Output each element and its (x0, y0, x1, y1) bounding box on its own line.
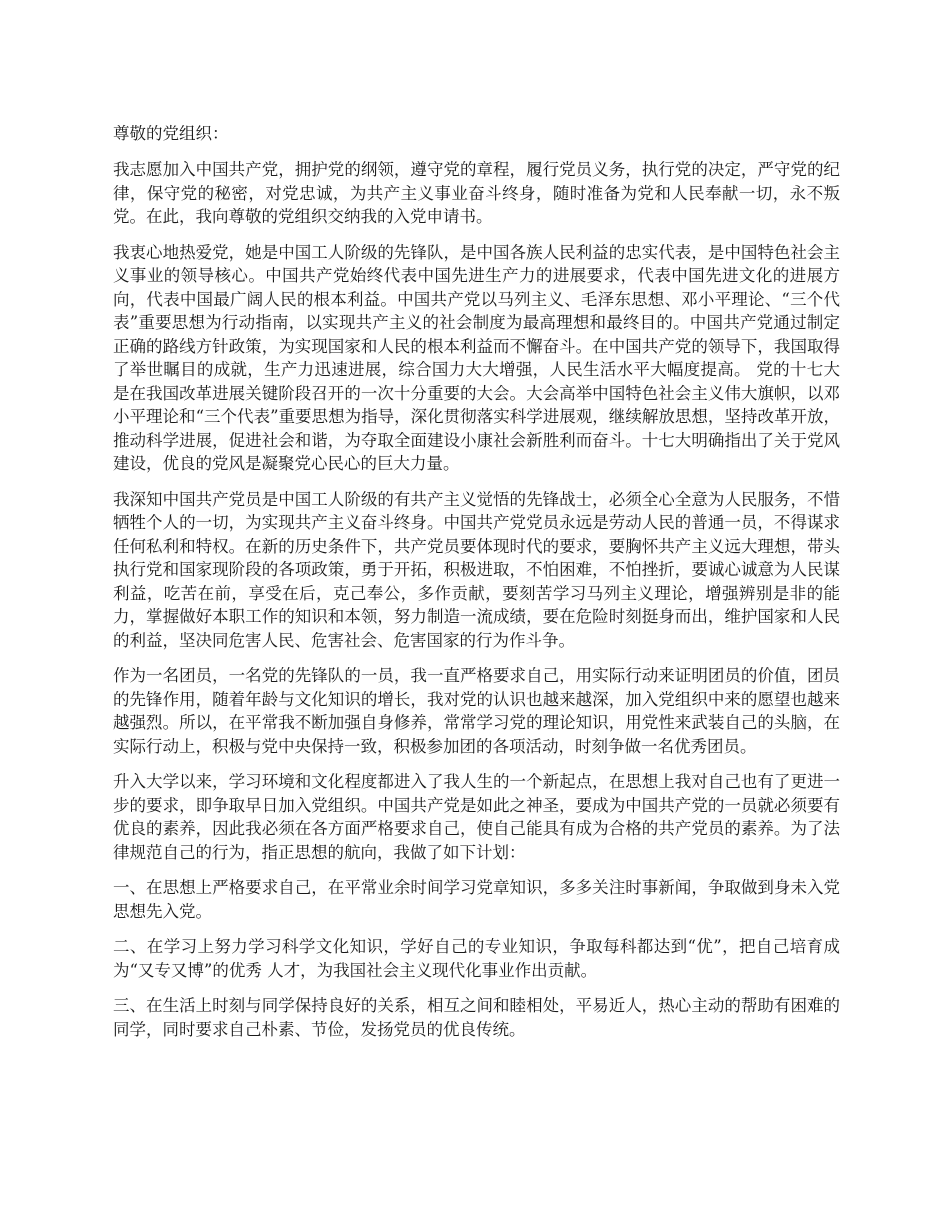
paragraph-university: 升入大学以来，学习环境和文化程度都进入了我人生的一个新起点，在思想上我对自己也有了更进一步的要求，即争取早日加入党组织。中国共产党是如此之神圣，要成为中国共产党的一员就必须要有优良的素养，因此我必须在各方面严格要求自己，使自己能具有成为合格的共产党员的素养。为了法律规范自己的行为，指正思想的航向，我做了如下计划： (113, 772, 840, 862)
paragraph-plan-2: 二、在学习上努力学习科学文化知识，学好自己的专业知识，争取每科都达到“优”，把自己培育成为“又专又博”的优秀 人才，为我国社会主义现代化事业作出贡献。 (113, 937, 840, 980)
paragraph-member-duties: 我深知中国共产党员是中国工人阶级的有共产主义觉悟的先锋战士，必须全心全意为人民服务，不惜牺牲个人的一切，为实现共产主义奋斗终身。中国共产党党员永远是劳动人民的普通一员，不得谋求任何私利和特权。在新的历史条件下，共产党员要体现时代的要求，要胸怀共产主义远大理想，带头执行党和国家现阶段的各项政策，勇于开拓，积极进取，不怕困难，不怕挫折，要诚心诚意为人民谋利益，吃苦在前，享受在后，克己奉公，多作贡献，要刻苦学习马列主义理论，增强辨别是非的能力，掌握做好本职工作的知识和本领，努力制造一流成绩，要在危险时刻挺身而出，维护国家和人民的利益，坚决同危害人民、危害社会、危害国家的行为作斗争。 (113, 489, 840, 650)
paragraph-pledge: 我志愿加入中国共产党，拥护党的纲领，遵守党的章程，履行党员义务，执行党的决定，严守党的纪律，保守党的秘密，对党忠诚，为共产主义事业奋斗终身，随时准备为党和人民奉献一切，永不叛党。在此，我向尊敬的党组织交纳我的入党申请书。 (113, 160, 840, 226)
paragraph-love-party: 我衷心地热爱党，她是中国工人阶级的先锋队，是中国各族人民利益的忠实代表，是中国特色社会主义事业的领导核心。中国共产党始终代表中国先进生产力的进展要求，代表中国先进文化的进展方向，代表中国最广阔人民的根本利益。中国共产党以马列主义、毛泽东思想、邓小平理论、“三个代表”重要思想为行动指南，以实现共产主义的社会制度为最高理想和最终目的。中国共产党通过制定正确的路线方针政策，为实现国家和人民的根本利益而不懈奋斗。在中国共产党的领导下，我国取得了举世瞩目的成就，生产力迅速进展，综合国力大大增强，人民生活水平大幅度提高。 党的十七大是在我国改革进展关键阶段召开的一次十分重要的大会。大会高举中国特色社会主义伟大旗帜，以邓小平理论和“三个代表”重要思想为指导，深化贯彻落实科学进展观，继续解放思想，坚持改革开放，推动科学进展，促进社会和谐，为夺取全面建设小康社会新胜利而奋斗。十七大明确指出了关于党风建设，优良的党风是凝聚党心民心的巨大力量。 (113, 242, 840, 473)
paragraph-plan-1: 一、在思想上严格要求自己，在平常业余时间学习党章知识，多多关注时事新闻，争取做到身未入党思想先入党。 (113, 878, 840, 921)
salutation: 尊敬的党组织： (113, 124, 229, 143)
document-page (113, 122, 840, 1053)
paragraph-league-member: 作为一名团员，一名党的先锋队的一员，我一直严格要求自己，用实际行动来证明团员的价值，团员的先锋作用，随着年龄与文化知识的增长，我对党的认识也越来越深，加入党组织中来的愿望也越来越强烈。所以，在平常我不断加强自身修养，常常学习党的理论知识，用党性来武装自己的头脑，在实际行动上，积极与党中央保持一致，积极参加团的各项活动，时刻争做一名优秀团员。 (113, 666, 840, 756)
paragraph-plan-3: 三、在生活上时刻与同学保持良好的关系，相互之间和睦相处，平易近人，热心主动的帮助有困难的同学，同时要求自己朴素、节俭，发扬党员的优良传统。 (113, 996, 840, 1039)
